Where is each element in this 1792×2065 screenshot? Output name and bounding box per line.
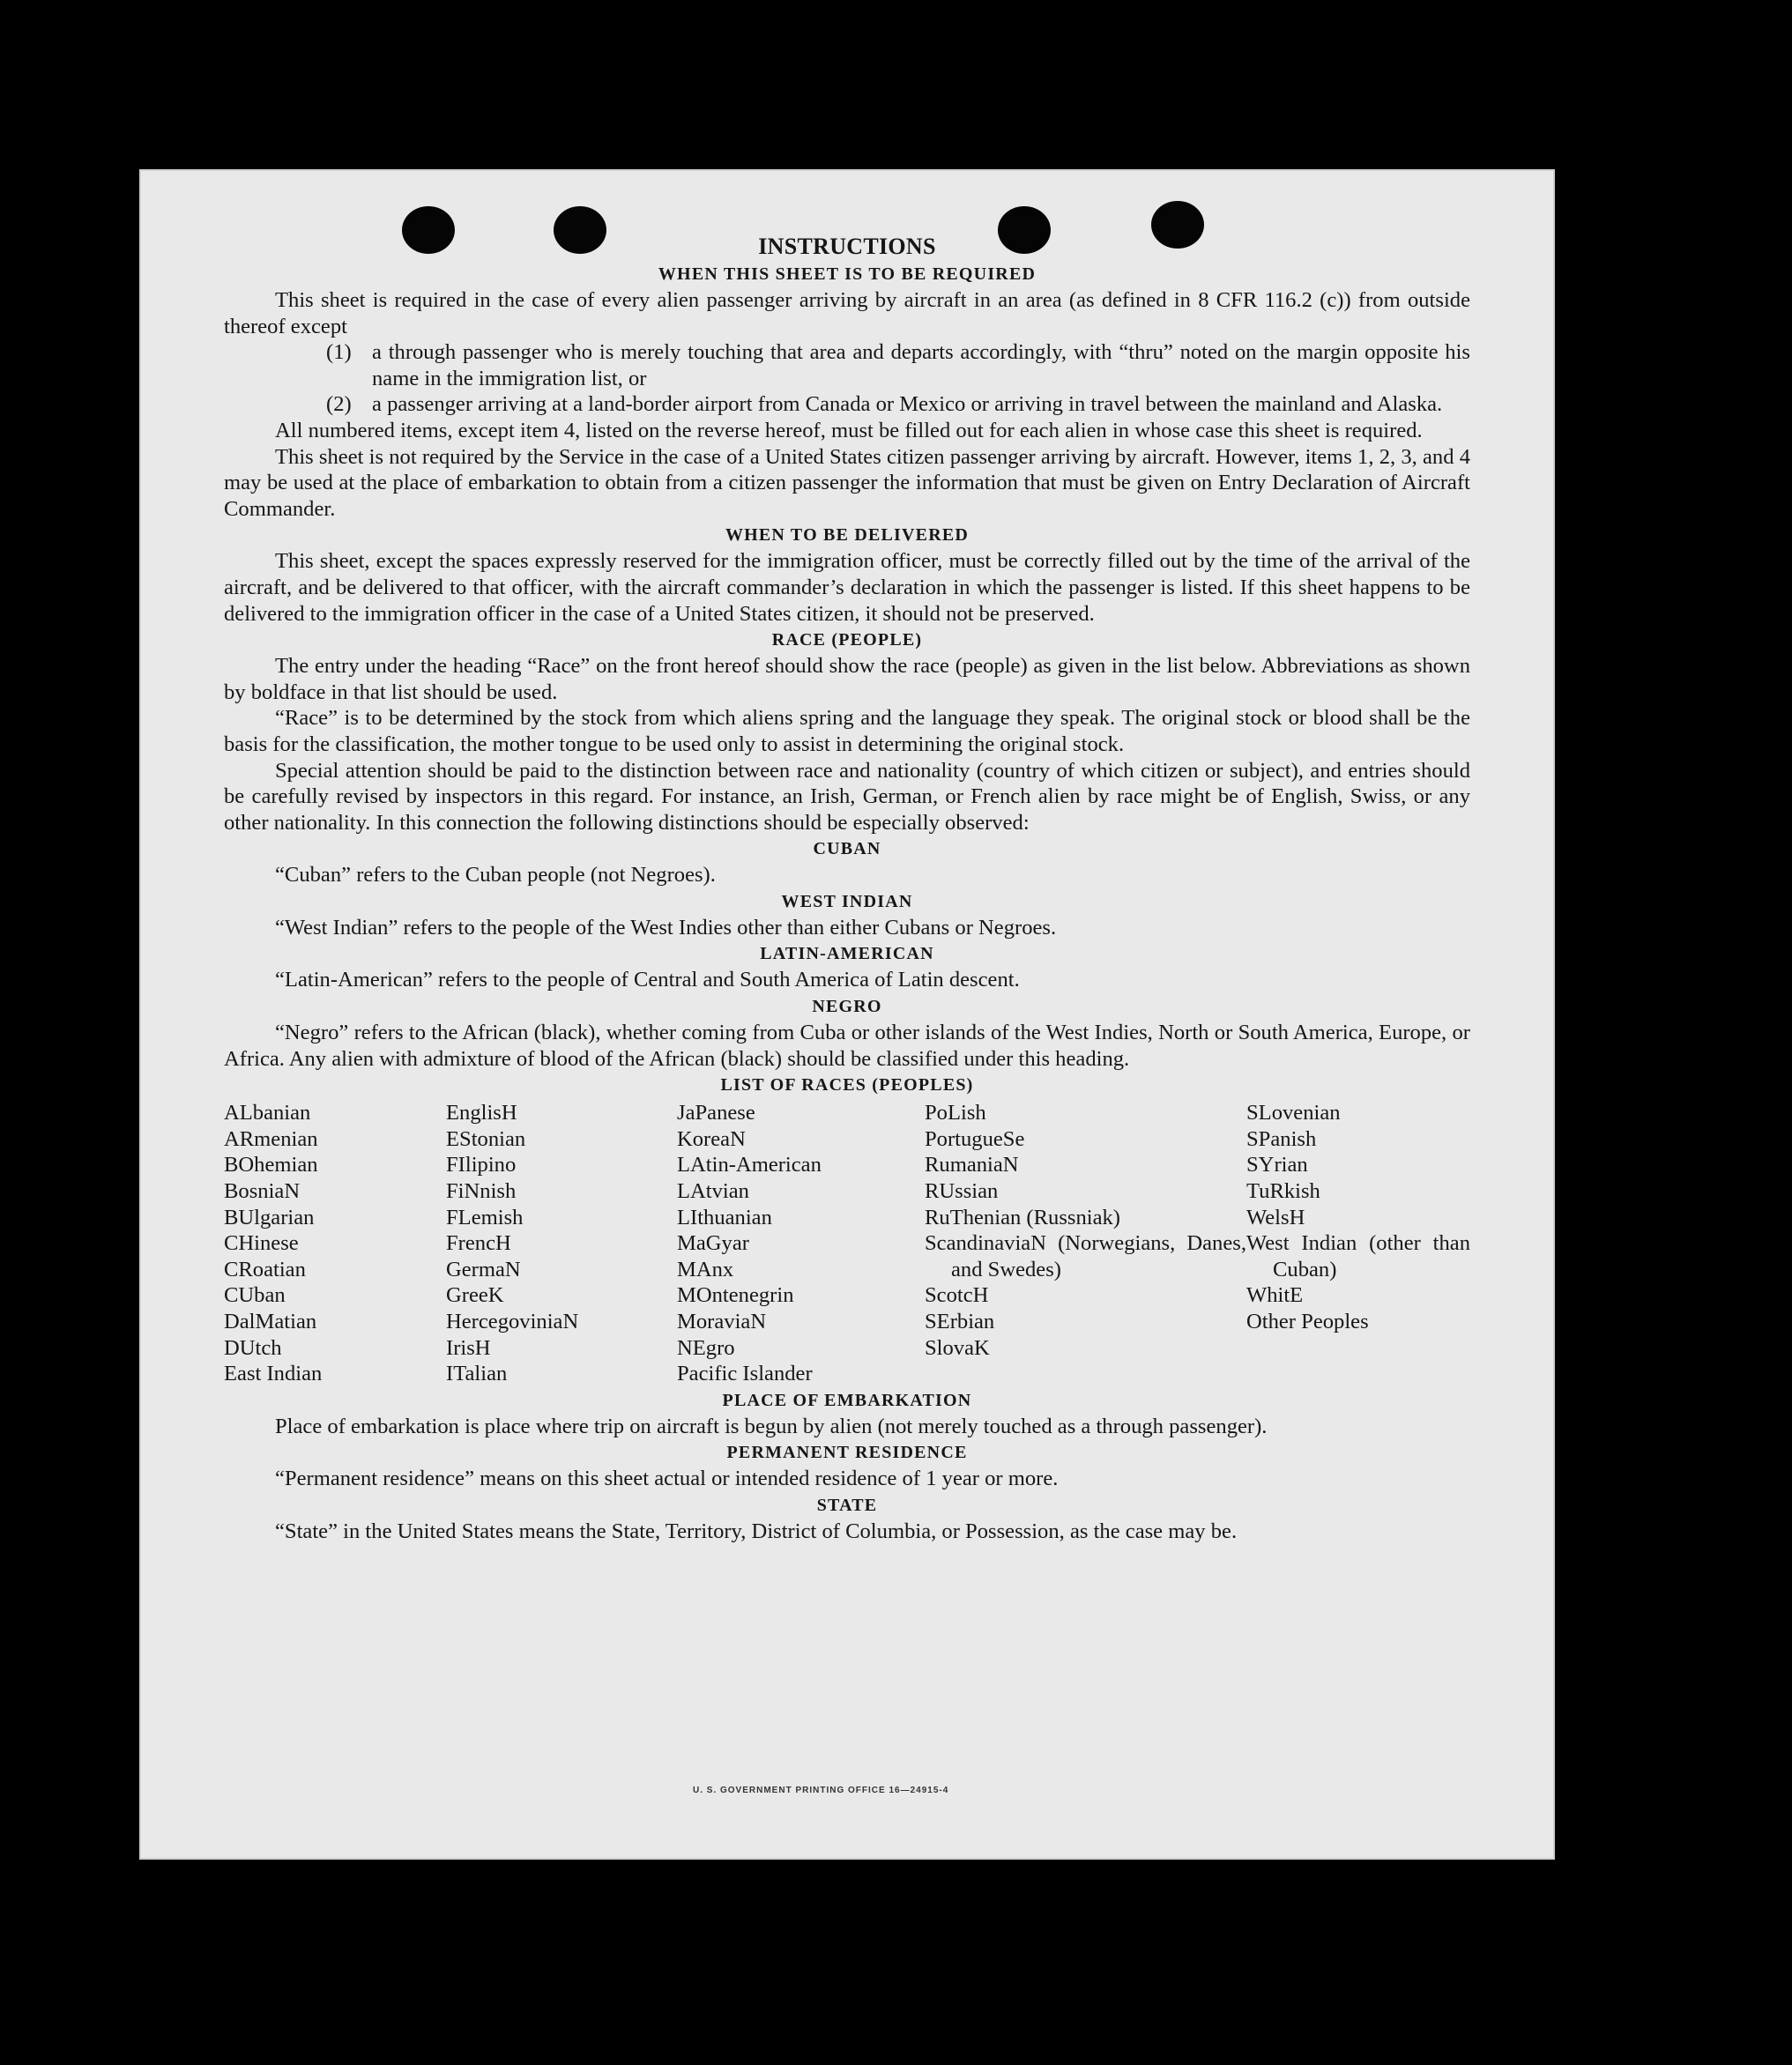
race-item: DalMatian [224,1310,317,1333]
race-item: MoraviaN [677,1310,767,1333]
section-heading: STATE [816,1495,878,1515]
race-item: GreeK [446,1283,504,1308]
race-item: FIlipino [446,1153,517,1177]
race-item: SPanish [1246,1126,1317,1151]
numbered-item [326,339,1470,391]
race-item: LIthuanian [677,1205,772,1229]
race-item: SErbian [925,1310,995,1333]
paragraph: “Cuban” refers to the Cuban people (not Negroes). [275,863,716,888]
race-item: PoLish [925,1101,986,1125]
race-item: HercegoviniaN [446,1310,579,1333]
paragraph: “Race” is to be determined by the stock from which aliens spring and the language they speak. The original stock or blood shall be the basis for the classification, the mother tongue to be used only to assist in determining the original stock. [224,706,1470,756]
section-heading: NEGRO [812,997,882,1017]
section-heading: WHEN TO BE DELIVERED [725,525,970,546]
item-text: a passenger arriving at a land-border airport from Canada or Mexico or arriving in travel between the mainland and Alaska. [372,392,1443,417]
race-item: Pacific Islander [677,1362,813,1386]
paragraph: “West Indian” refers to the people of the West Indies other than either Cubans or Negroes. [275,915,1057,940]
race-item: EStonian [446,1126,526,1151]
race-item: FLemish [446,1205,524,1229]
document-title: INSTRUCTIONS [758,234,936,259]
race-item: DUtch [224,1335,282,1360]
race-item: WhitE [1246,1283,1304,1308]
section-heading: WEST INDIAN [781,891,913,911]
section-heading: PERMANENT RESIDENCE [726,1443,968,1463]
race-list [224,1100,1470,1387]
race-item: TuRkish [1246,1179,1320,1204]
paragraph: “State” in the United States means the State, Territory, District of Columbia, or Possession, as the case may be. [275,1519,1238,1543]
race-item: SlovaK [925,1335,990,1360]
race-item: East Indian [224,1362,323,1386]
race-item: ScandinaviaN (Norwegians, Danes, and Swedes) [925,1231,1246,1281]
race-item: PortugueSe [925,1126,1025,1151]
race-item: LAtvian [677,1179,749,1204]
race-item: CUban [224,1283,286,1308]
paragraph: “Latin-American” refers to the people of Central and South America of Latin descent. [275,968,1020,992]
section-heading: LIST OF RACES (PEOPLES) [720,1075,974,1096]
race-item: ARmenian [224,1126,318,1151]
race-item: WelsH [1246,1205,1305,1229]
race-item: SYrian [1246,1153,1308,1177]
race-item: GermaN [446,1257,521,1281]
section-heading: RACE (PEOPLE) [771,630,923,650]
race-column [677,1100,925,1387]
race-column [925,1100,1246,1387]
race-item: CRoatian [224,1257,306,1281]
paragraph: Special attention should be paid to the distinction between race and nationality (country of which citizen or subject), and entries should be carefully revised by inspectors in this regard. For instance, an Irish, German, or French alien by race might be of English, Swiss, or any other nationality. In this connection the following distinctions should be especially observed: [224,758,1470,835]
race-item: BUlgarian [224,1205,315,1229]
race-item: CHinese [224,1231,299,1256]
section-heading: LATIN-AMERICAN [760,944,934,964]
paragraph: Place of embarkation is place where trip on aircraft is begun by alien (not merely touched as a through passenger). [275,1414,1268,1438]
race-item: BosniaN [224,1179,301,1204]
race-item: MOntenegrin [677,1283,794,1308]
race-item: BOhemian [224,1153,318,1177]
race-item: SLovenian [1246,1101,1341,1125]
section-heading: PLACE OF EMBARKATION [722,1390,972,1410]
race-item: RumaniaN [925,1153,1019,1177]
section-heading: CUBAN [813,839,881,859]
item-number: (1) [326,340,352,365]
race-column [1246,1100,1470,1387]
race-item: ALbanian [224,1101,311,1125]
race-column [224,1100,446,1387]
document-page [139,169,1555,1860]
race-item: FiNnish [446,1179,517,1204]
race-item: Other Peoples [1246,1310,1369,1333]
paragraph: The entry under the heading “Race” on the front hereof should show the race (people) as given in the list below. Abbreviations as shown by boldface in that list should be used. [224,654,1470,704]
race-item: RuThenian (Russniak) [925,1205,1120,1229]
race-item: MAnx [677,1257,734,1281]
race-item: JaPanese [677,1101,755,1125]
item-text: a through passenger who is merely touching that area and departs accordingly, with “thru” noted on the margin opposite his name in the immigration list, or [372,340,1470,390]
numbered-item [326,391,1470,418]
paragraph: All numbered items, except item 4, listed on the reverse hereof, must be filled out for each alien in whose case this sheet is required. [275,418,1423,442]
race-item: RUssian [925,1179,999,1204]
race-item: ITalian [446,1362,508,1386]
item-number: (2) [326,392,352,417]
paragraph: “Permanent residence” means on this sheet actual or intended residence of 1 year or more. [275,1467,1059,1491]
paragraph: This sheet is not required by the Service in the case of a United States citizen passenger arriving by aircraft. However, items 1, 2, 3, and 4 may be used at the place of embarkation to obtain from a citizen passenger the information that must be given on Entry Declaration of Aircraft Commander. [224,444,1470,521]
paragraph: This sheet, except the spaces expressly reserved for the immigration officer, must be correctly filled out by the time of the arrival of the aircraft, and be delivered to that officer, with the aircraft commander’s declaration in which the passenger is listed. If this sheet happens to be delivered to the immigration officer in the case of a United States citizen, it should not be preserved. [224,549,1470,626]
race-item: NEgro [677,1335,735,1360]
section-heading: WHEN THIS SHEET IS TO BE REQUIRED [658,264,1037,284]
race-item: EnglisH [446,1101,517,1125]
race-item: KoreaN [677,1126,746,1151]
race-item: MaGyar [677,1231,749,1256]
printer-line: U. S. GOVERNMENT PRINTING OFFICE 16—24915-4 [693,1786,949,1795]
race-item: ScotcH [925,1283,989,1308]
document-body [224,233,1470,1545]
paragraph: “Negro” refers to the African (black), whether coming from Cuba or other islands of the West Indies, North or South America, Europe, or Africa. Any alien with admixture of blood of the African (black) should be classified under this heading. [224,1021,1470,1071]
race-item: IrisH [446,1335,491,1360]
race-column [446,1100,677,1387]
paragraph: This sheet is required in the case of every alien passenger arriving by aircraft in an area (as defined in 8 CFR 116.2 (c)) from outside thereof except [224,288,1470,338]
race-item: FrencH [446,1231,511,1256]
race-item: West Indian (other than Cuban) [1246,1231,1470,1281]
race-item: LAtin-American [677,1153,822,1177]
